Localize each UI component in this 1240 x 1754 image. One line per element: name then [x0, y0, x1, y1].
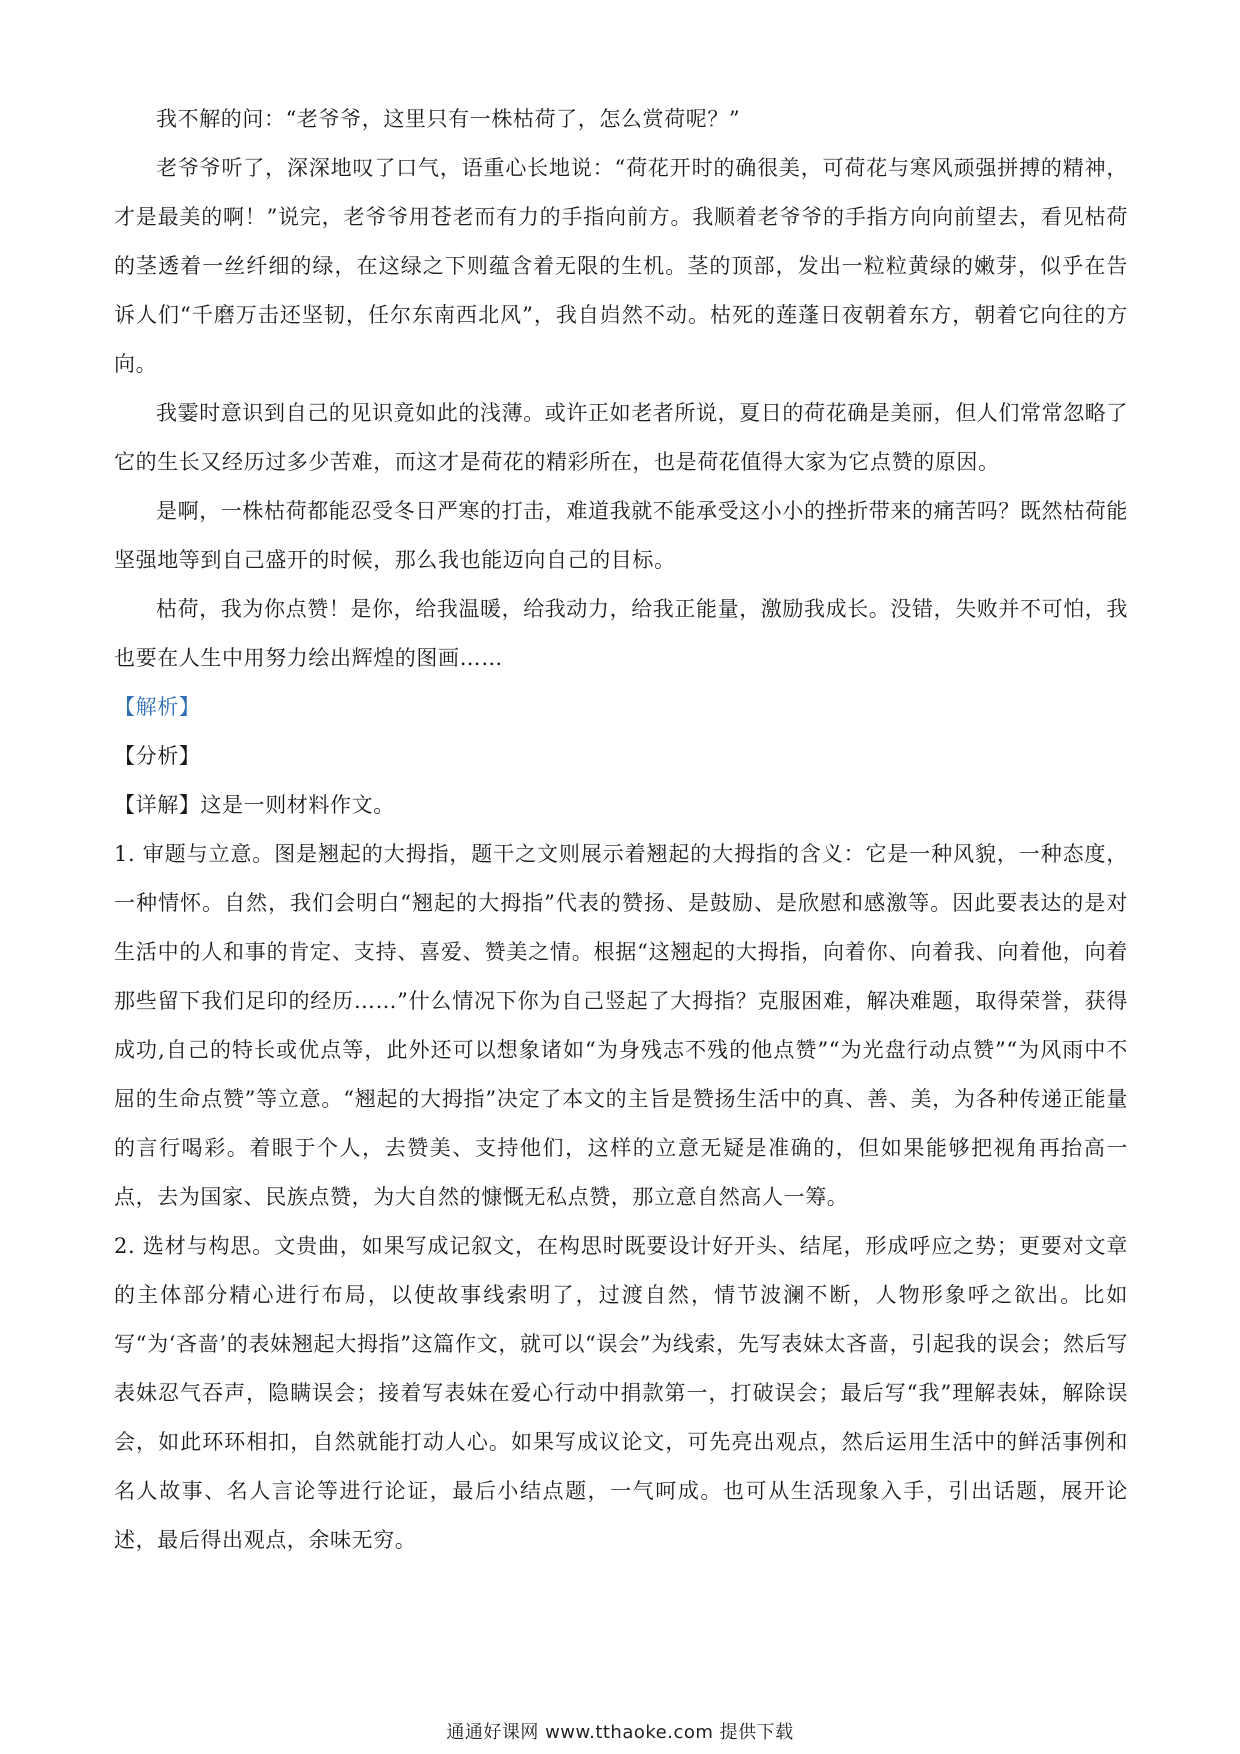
xiangjie-heading: 【详解】这是一则材料作文。 [114, 793, 395, 817]
story-paragraph-4: 是啊，一株枯荷都能忍受冬日严寒的打击，难道我就不能承受这小小的挫折带来的痛苦吗？既然枯荷能坚强地等到自己盛开的时候，那么我也能迈向自己的目标。 [114, 499, 1128, 572]
jiexi-label: 【解析】 [114, 695, 201, 719]
story-paragraph-3: 我霎时意识到自己的见识竟如此的浅薄。或许正如老者所说，夏日的荷花确是美丽，但人们常常忽略了它的生长又经历过多少苦难，而这才是荷花的精彩所在，也是荷花值得大家为它点赞的原因。 [114, 401, 1128, 474]
story-paragraph-1: 我不解的问：“老爷爷，这里只有一株枯荷了，怎么赏荷呢？” [156, 107, 741, 131]
story-paragraph-2: 老爷爷听了，深深地叹了口气，语重心长地说：“荷花开时的确很美，可荷花与寒风顽强拼搏的精神，才是最美的啊！”说完，老爷爷用苍老而有力的手指向前方。我顺着老爷爷的手指方向向前望去，看见枯荷的茎透着一丝纤细的绿，在这绿之下则蕴含着无限的生机。茎的顶部，发出一粒粒黄绿的嫩芽，似乎在告诉人们“千磨万击还坚韧，任尔东南西北风”，我自岿然不动。枯死的莲蓬日夜朝着东方，朝着它向往的方向。 [114, 156, 1128, 376]
analysis-point-1: 1. 审题与立意。图是翘起的大拇指，题干之文则展示着翘起的大拇指的含义：它是一种风貌，一种态度，一种情怀。自然，我们会明白“翘起的大拇指”代表的赞扬、是鼓励、是欣慰和感激等。因此要表达的是对生活中的人和事的肯定、支持、喜爱、赞美之情。根据“这翘起的大拇指，向着你、向着我、向着他，向着那些留下我们足印的经历……”什么情况下你为自己竖起了大拇指？克服困难，解决难题，取得荣誉，获得成功,自己的特长或优点等，此外还可以想象诸如“为身残志不残的他点赞”“为光盘行动点赞”“为风雨中不屈的生命点赞”等立意。“翘起的大拇指”决定了本文的主旨是赞扬生活中的真、善、美，为各种传递正能量的言行喝彩。着眼于个人，去赞美、支持他们，这样的立意无疑是准确的，但如果能够把视角再抬高一点，去为国家、民族点赞，为大自然的慷慨无私点赞，那立意自然高人一筹。 [114, 842, 1128, 1209]
page-footer: 通通好课网 www.tthaoke.com 提供下载 [446, 1722, 794, 1743]
story-paragraph-5: 枯荷，我为你点赞！是你，给我温暖，给我动力，给我正能量，激励我成长。没错，失败并不可怕，我也要在人生中用努力绘出辉煌的图画…… [114, 597, 1128, 670]
analysis-point-2: 2. 选材与构思。文贵曲，如果写成记叙文，在构思时既要设计好开头、结尾，形成呼应之势；更要对文章的主体部分精心进行布局，以使故事线索明了，过渡自然，情节波澜不断，人物形象呼之欲出。比如写“为‘吝啬’的表妹翘起大拇指”这篇作文，就可以“误会”为线索，先写表妹太吝啬，引起我的误会；然后写表妹忍气吞声，隐瞒误会；接着写表妹在爱心行动中捐款第一，打破误会；最后写“我”理解表妹，解除误会，如此环环相扣，自然就能打动人心。如果写成议论文，可先亮出观点，然后运用生活中的鲜活事例和名人故事、名人言论等进行论证，最后小结点题，一气呵成。也可从生活现象入手，引出话题，展开论述，最后得出观点，余味无穷。 [114, 1234, 1128, 1552]
fenxi-label: 【分析】 [114, 744, 201, 768]
document-body [114, 95, 1128, 1565]
